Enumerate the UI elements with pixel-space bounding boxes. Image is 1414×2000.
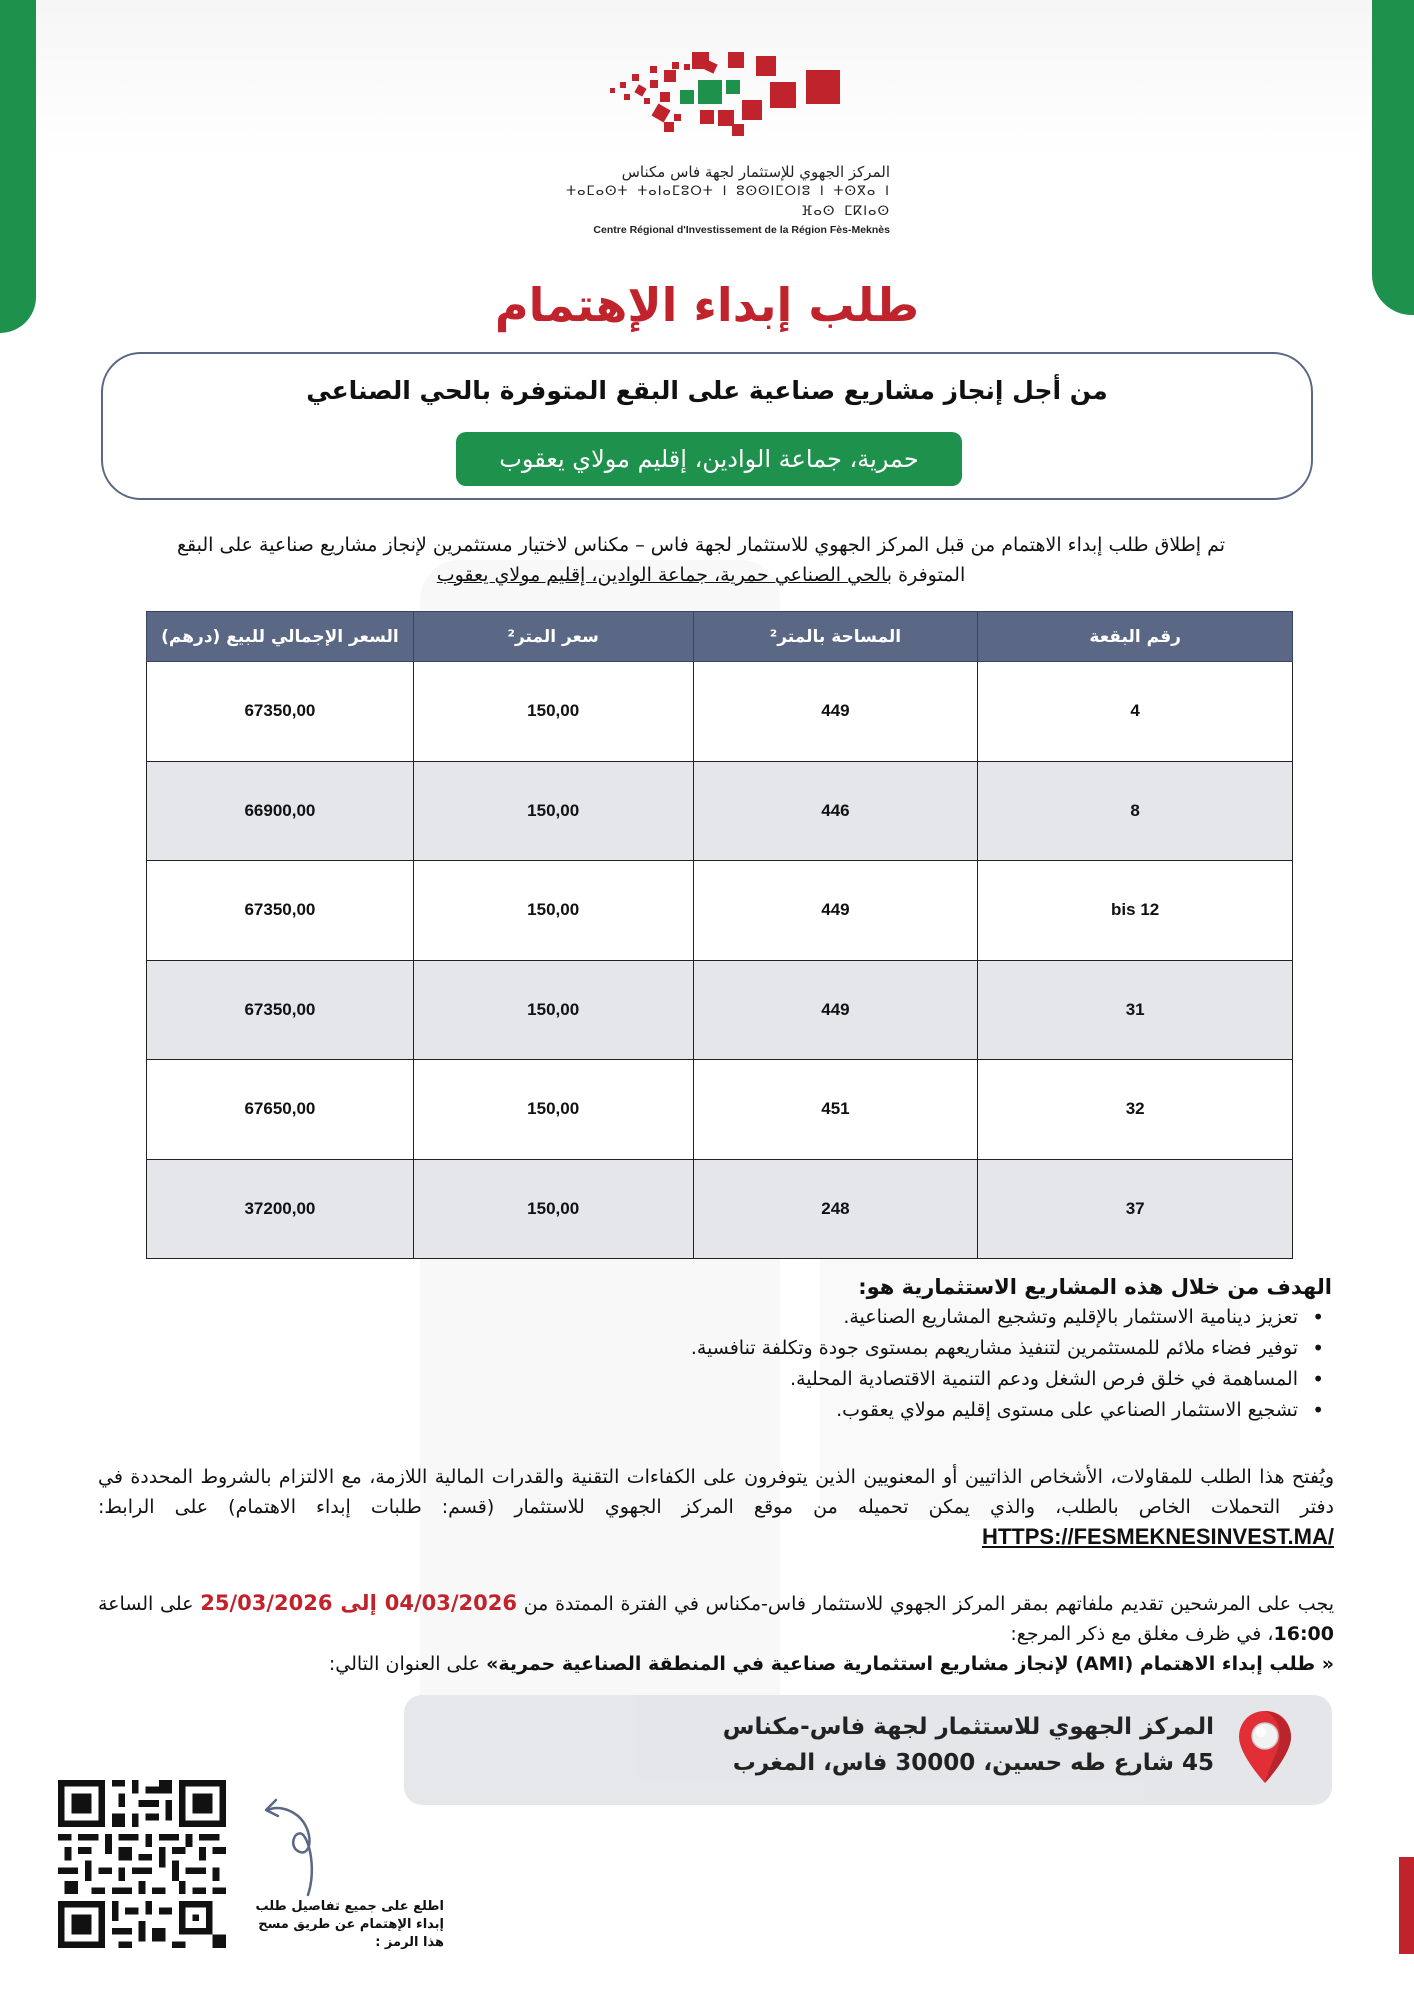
end-date: 25/03/2026 [200, 1591, 333, 1615]
header-total-price: السعر الإجمالي للبيع (درهم) [147, 612, 414, 662]
to-word: إلى [332, 1591, 385, 1615]
start-date: 04/03/2026 [384, 1591, 517, 1615]
cell-total-price: 67350,00 [147, 861, 414, 961]
organization-name-arabic: المركز الجهوي للإستثمار لجهة فاس مكناس [621, 163, 890, 181]
cell-plot-number: 32 [978, 1060, 1293, 1160]
cell-price-per-m2: 150,00 [413, 662, 693, 762]
table-row [147, 861, 1293, 961]
cell-plot-number: 12 bis [978, 861, 1293, 961]
objectives-list [560, 1302, 1332, 1426]
table-row [147, 662, 1293, 762]
cell-area: 449 [693, 861, 978, 961]
qr-caption: اطلع على جميع تفاصيل طلب إبداء الإهتمام عن طريق مسح هذا الرمز : [255, 1899, 444, 1950]
objectives-heading: الهدف من خلال هذه المشاريع الاستثمارية هو: [858, 1275, 1332, 1299]
intro-line-2-prefix: المتوفرة [892, 564, 966, 586]
address-intro: على العنوان التالي: [328, 1653, 487, 1675]
subtitle-box [101, 352, 1313, 500]
crifm-squares-logo-icon [610, 52, 830, 148]
header-plot-number: رقم البقعة [978, 612, 1293, 662]
submission-text: يجب على المرشحين تقديم ملفاتهم بمقر المركز الجهوي للاستثمار فاس-مكناس في الفترة الممتدة من [517, 1593, 1335, 1615]
deadline-time: 16:00 [1273, 1623, 1334, 1645]
table-row [147, 1159, 1293, 1259]
cell-total-price: 67350,00 [147, 662, 414, 762]
curved-arrow-icon [258, 1790, 338, 1900]
address-line-2: 45 شارع طه حسين، 30000 فاس، المغرب [732, 1750, 1214, 1776]
eligibility-paragraph [98, 1462, 1334, 1553]
address-text [723, 1709, 1214, 1781]
cell-price-per-m2: 150,00 [413, 960, 693, 1060]
eligibility-text: ويُفتح هذا الطلب للمقاولات، الأشخاص الذاتيين أو المعنويين الذين يتوفرون على الكفاءات التقنية والقدرات المالية اللازمة، مع الالتزام بالشروط المحددة في دفتر التحملات الخاص بالطلب، والذي يمكن تحميله من موقع المركز الجهوي للاستثمار (قسم: طلبات إبداء الاهتمام) على الرابط: [98, 1466, 1334, 1518]
location-badge: حمرية، جماعة الوادين، إقليم مولاي يعقوب [456, 432, 962, 486]
cell-plot-number: 4 [978, 662, 1293, 762]
table-row [147, 761, 1293, 861]
table-row [147, 960, 1293, 1060]
cell-total-price: 67350,00 [147, 960, 414, 1060]
cell-price-per-m2: 150,00 [413, 861, 693, 961]
cell-area: 248 [693, 1159, 978, 1259]
address-line-1: المركز الجهوي للاستثمار لجهة فاس-مكناس [722, 1714, 1214, 1740]
cell-plot-number: 8 [978, 761, 1293, 861]
cell-price-per-m2: 150,00 [413, 1060, 693, 1160]
cell-price-per-m2: 150,00 [413, 761, 693, 861]
cell-area: 449 [693, 960, 978, 1060]
cell-total-price: 67650,00 [147, 1060, 414, 1160]
address-box [404, 1695, 1332, 1805]
list-item: • توفير فضاء ملائم للمستثمرين لتنفيذ مشاريعهم بمستوى جودة وتكلفة تنافسية. [560, 1333, 1324, 1364]
intro-line-2 [95, 560, 1307, 590]
after-time-text: ، في ظرف مغلق مع ذكر المرجع: [1010, 1623, 1274, 1645]
table-row [147, 1060, 1293, 1160]
header-area: المساحة بالمتر² [693, 612, 978, 662]
list-item: • تشجيع الاستثمار الصناعي على مستوى إقليم مولاي يعقوب. [560, 1395, 1324, 1426]
time-prefix: على الساعة [98, 1593, 201, 1615]
cell-area: 449 [693, 662, 978, 762]
cell-total-price: 66900,00 [147, 761, 414, 861]
website-link[interactable]: HTTPS://FESMEKNESINVEST.MA/ [981, 1524, 1334, 1549]
list-item: • المساهمة في خلق فرص الشغل ودعم التنمية الاقتصادية المحلية. [560, 1364, 1324, 1395]
cell-price-per-m2: 150,00 [413, 1159, 693, 1259]
qr-code-icon[interactable] [58, 1780, 226, 1948]
organization-name-tifinagh: ⵜⴰⵎⴰⵙⵜ ⵜⴰⵏⴰⵎⵓⵔⵜ ⵏ ⵓⵙⵙⵏⵎⵔⵏⵓ ⵏ ⵜⵙⴳⴰ ⵏ ⴼⴰⵙ ⵎⴽⵏⴰⵙ [566, 184, 890, 219]
table-header-row [147, 612, 1293, 662]
location-pin-icon [1236, 1709, 1294, 1785]
cell-plot-number: 31 [978, 960, 1293, 1060]
plots-table [146, 611, 1293, 1259]
cell-total-price: 37200,00 [147, 1159, 414, 1259]
reference-text: « طلب إبداء الاهتمام (AMI) لإنجاز مشاريع استثمارية صناعية في المنطقة الصناعية حمرية» [486, 1653, 1334, 1675]
header-price-per-m2: سعر المتر² [413, 612, 693, 662]
green-side-bar-right [1372, 0, 1414, 315]
subtitle-text: من أجل إنجاز مشاريع صناعية على البقع المتوفرة بالحي الصناعي [306, 376, 1108, 405]
objectives-section [560, 1272, 1332, 1426]
cell-area: 446 [693, 761, 978, 861]
list-item: • تعزيز دينامية الاستثمار بالإقليم وتشجيع المشاريع الصناعية. [560, 1302, 1324, 1333]
cell-area: 451 [693, 1060, 978, 1160]
cell-plot-number: 37 [978, 1159, 1293, 1259]
page-title: طلب إبداء الإهتمام [494, 278, 920, 332]
intro-paragraph [95, 530, 1307, 590]
red-side-bar-right [1399, 1857, 1414, 1954]
intro-location-underlined: بالحي الصناعي حمرية، جماعة الوادين، إقليم مولاي يعقوب [436, 564, 893, 586]
submission-paragraph [98, 1588, 1334, 1679]
organization-logo [530, 52, 890, 236]
organization-name-french: Centre Régional d'Investissement de la Région Fès-Meknès [593, 224, 890, 236]
intro-line-1: تم إطلاق طلب إبداء الاهتمام من قبل المركز الجهوي للاستثمار لجهة فاس – مكناس لاختيار مستثمرين لإنجاز مشاريع صناعية على البقع [176, 534, 1226, 556]
